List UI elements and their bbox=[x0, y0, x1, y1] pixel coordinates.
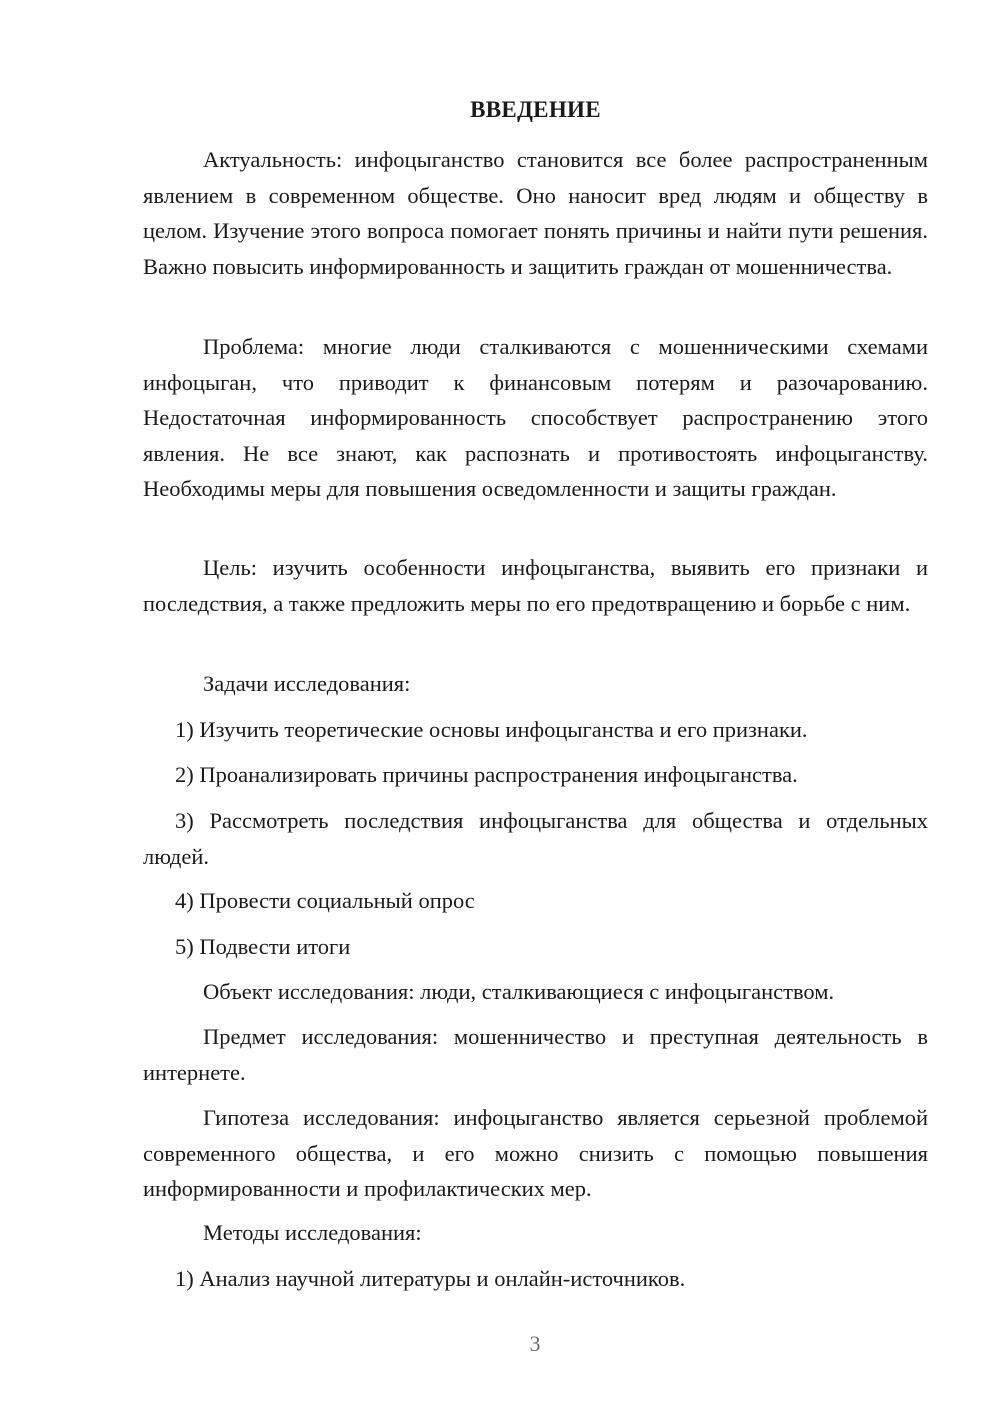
paragraph-goal: Цель: изучить особенности инфоцыганства, выявить его признаки и последствия, а также предложить меры по его предотвращению и борьбе с ним. bbox=[143, 555, 928, 616]
paragraph-relevance: Актуальность: инфоцыганство становится все более распространенным явлением в современном обществе. Оно наносит вред людям и обществу в целом. Изучение этого вопроса помогает понять причины и найти пути решения. Важно повысить информированность и защитить граждан от мошенничества. bbox=[143, 147, 928, 279]
paragraph-tasks-heading: Задачи исследования: bbox=[203, 671, 411, 696]
page-title: ВВЕДЕНИЕ bbox=[470, 97, 601, 122]
paragraph-object: Объект исследования: люди, сталкивающиеся с инфоцыганством. bbox=[203, 979, 835, 1004]
list-item-task-3: 3) Рассмотреть последствия инфоцыганства для общества и отдельных людей. bbox=[143, 808, 928, 869]
paragraph-subject: Предмет исследования: мошенничество и преступная деятельность в интернете. bbox=[143, 1024, 928, 1085]
paragraph-hypothesis: Гипотеза исследования: инфоцыганство является серьезной проблемой современного общества, и его можно снизить с помощью повышения информированности и профилактических мер. bbox=[143, 1105, 928, 1201]
page-number: 3 bbox=[529, 1331, 541, 1356]
list-item-task-5: 5) Подвести итоги bbox=[175, 934, 351, 959]
paragraph-problem: Проблема: многие люди сталкиваются с мошенническими схемами инфоцыган, что приводит к финансовым потерям и разочарованию. Недостаточная информированность способствует распространению этого явления. Не все знают, как распознать и противостоять инфоцыганству. Необходимы меры для повышения осведомленности и защиты граждан. bbox=[143, 334, 928, 501]
list-item-method-1: 1) Анализ научной литературы и онлайн-источников. bbox=[175, 1266, 686, 1291]
list-item-task-2: 2) Проанализировать причины распространения инфоцыганства. bbox=[175, 762, 798, 787]
list-item-task-4: 4) Провести социальный опрос bbox=[175, 888, 475, 913]
paragraph-methods-heading: Методы исследования: bbox=[203, 1220, 422, 1245]
list-item-task-1: 1) Изучить теоретические основы инфоцыганства и его признаки. bbox=[175, 717, 808, 742]
